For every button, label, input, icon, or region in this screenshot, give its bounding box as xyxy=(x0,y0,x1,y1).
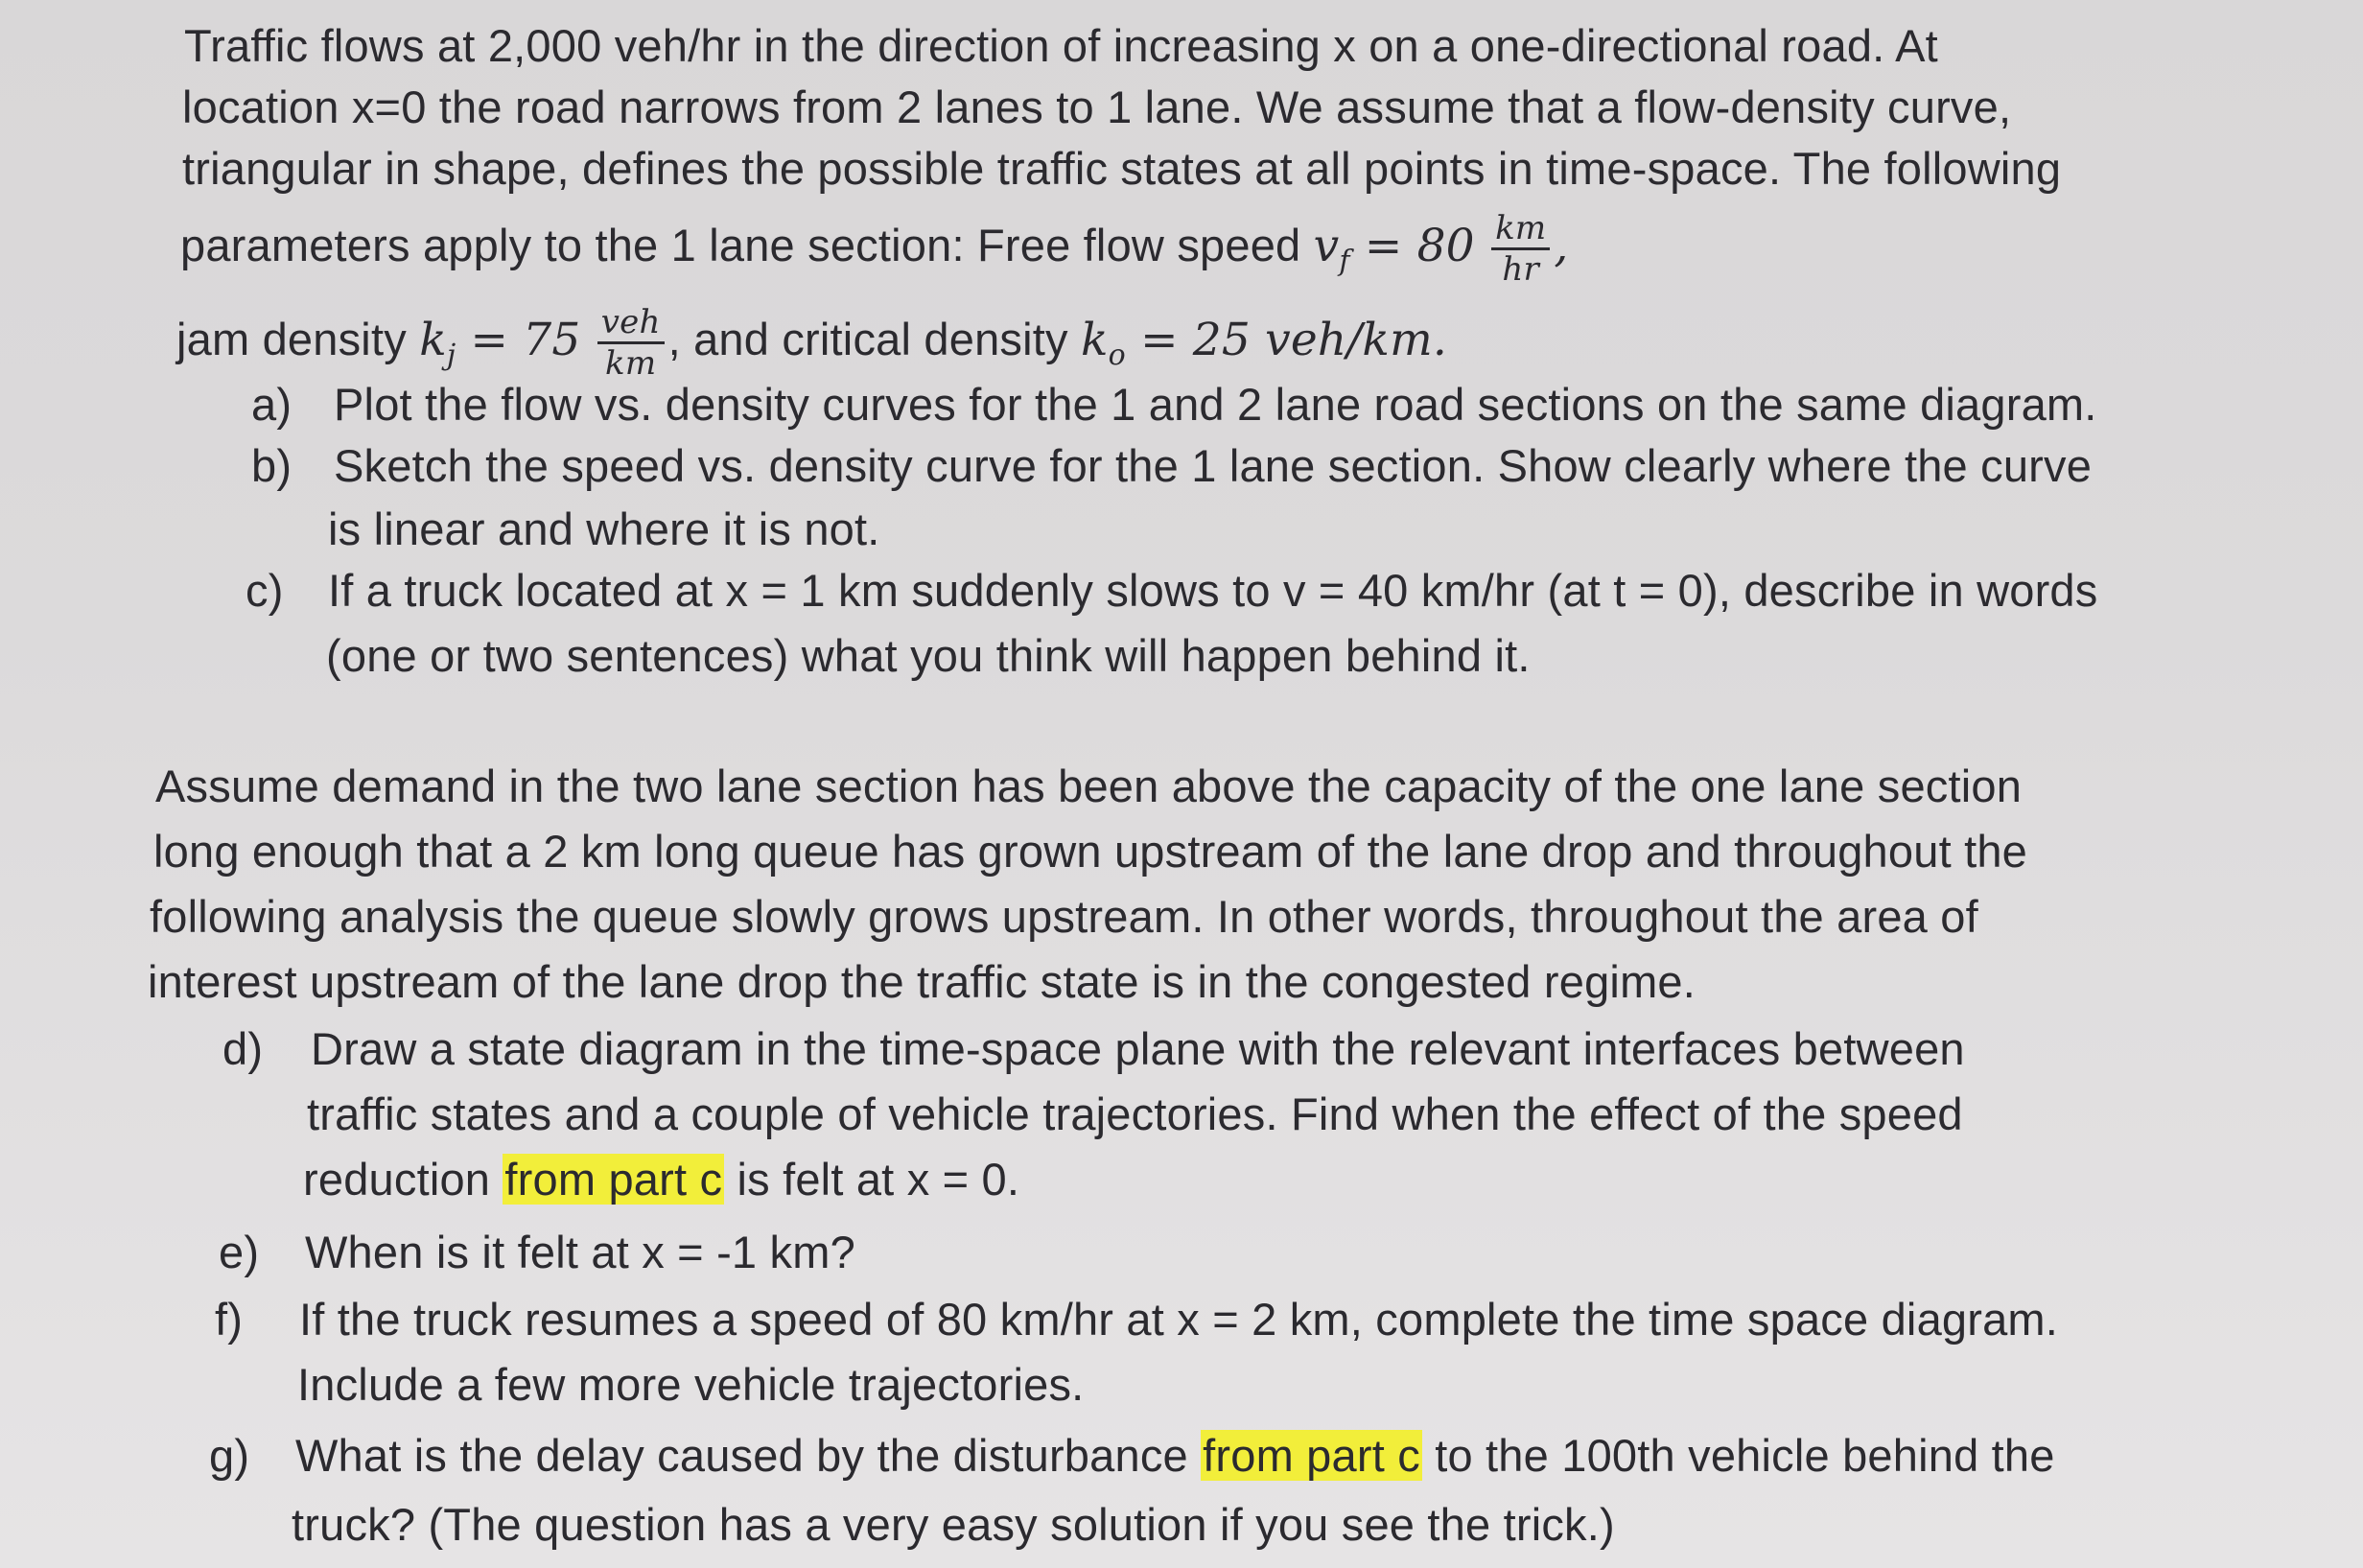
ko-subscript: o xyxy=(1108,338,1126,372)
ko-symbol: k xyxy=(1080,313,1109,366)
question-a xyxy=(251,376,2097,433)
vf-unit-numerator: km xyxy=(1491,209,1550,250)
question-f-line-1: If the truck resumes a speed of 80 km/hr at x = 2 km, complete the time space diagram. xyxy=(299,1294,2059,1345)
question-f xyxy=(215,1291,2058,1348)
question-g-line-2: truck? (The question has a very easy solution if you see the trick.) xyxy=(292,1499,1615,1550)
intro-line-5-text: jam density xyxy=(176,313,407,364)
kj-subscript: j xyxy=(446,338,456,372)
question-b-line-1: Sketch the speed vs. density curve for the 1 lane section. Show clearly where the curve xyxy=(334,440,2093,491)
question-f-line-2: Include a few more vehicle trajectories. xyxy=(297,1359,1085,1410)
kj-unit-numerator: veh xyxy=(597,303,665,344)
question-e-label: e) xyxy=(219,1227,260,1277)
question-c-line-2: (one or two sentences) what you think will happen behind it. xyxy=(326,630,1531,681)
question-d-line-3-pre: reduction xyxy=(303,1154,503,1205)
highlight-from-part-c-g: from part c xyxy=(1203,1430,1420,1481)
intro-line-4-text: parameters apply to the 1 lane section: Free flow speed xyxy=(180,219,1301,270)
question-d-label: d) xyxy=(222,1023,264,1074)
highlight-from-part-c-d: from part c xyxy=(504,1154,723,1205)
intro-line-5 xyxy=(176,303,1447,385)
question-a-label: a) xyxy=(251,379,292,430)
question-g xyxy=(209,1427,2055,1485)
question-b-label: b) xyxy=(251,440,292,491)
question-c xyxy=(246,562,2097,620)
kj-equals: = 75 xyxy=(456,313,581,366)
question-e-line-1: When is it felt at x = -1 km? xyxy=(305,1227,855,1277)
question-g-line-1-post: to the 100th vehicle behind the xyxy=(1421,1430,2055,1481)
question-a-line-1: Plot the flow vs. density curves for the 1 and 2 lane road sections on the same diagram. xyxy=(334,379,2097,430)
kj-unit-denominator: km xyxy=(605,344,657,383)
assumption-line-1: Assume demand in the two lane section has been above the capacity of the one lane section xyxy=(155,761,2023,811)
question-c-label: c) xyxy=(246,565,284,616)
vf-unit-denominator: hr xyxy=(1502,250,1539,289)
kj-unit-fraction xyxy=(597,303,665,383)
intro-line-5-mid: , and critical density xyxy=(667,313,1068,364)
ko-equals: = 25 veh/km. xyxy=(1125,313,1448,366)
question-b xyxy=(251,437,2092,495)
intro-line-1: Traffic flows at 2,000 veh/hr in the direction of increasing x on a one-directional road. At xyxy=(184,20,1938,71)
question-e xyxy=(219,1224,855,1281)
intro-line-3: triangular in shape, defines the possible traffic states at all points in time-space. The following xyxy=(182,143,2062,194)
question-f-label: f) xyxy=(215,1294,244,1345)
vf-comma: , xyxy=(1554,219,1569,272)
question-g-label: g) xyxy=(209,1430,250,1481)
vf-subscript: f xyxy=(1339,244,1350,278)
intro-line-2: location x=0 the road narrows from 2 lanes to 1 lane. We assume that a flow-density curve, xyxy=(182,82,2012,132)
question-d-line-3 xyxy=(303,1151,1019,1208)
intro-line-4 xyxy=(180,209,1568,291)
assumption-line-4: interest upstream of the lane drop the traffic state is in the congested regime. xyxy=(148,956,1696,1007)
kj-symbol: k xyxy=(419,313,447,366)
assumption-line-2: long enough that a 2 km long queue has grown upstream of the lane drop and throughout the xyxy=(153,826,2028,877)
vf-symbol: v xyxy=(1313,219,1340,272)
question-c-line-1: If a truck located at x = 1 km suddenly slows to v = 40 km/hr (at t = 0), describe in words xyxy=(328,565,2098,616)
question-b-line-2: is linear and where it is not. xyxy=(328,503,880,554)
question-d-line-3-post: is felt at x = 0. xyxy=(724,1154,1020,1205)
question-d-line-1: Draw a state diagram in the time-space plane with the relevant interfaces between xyxy=(311,1023,1965,1074)
vf-equals: = 80 xyxy=(1349,219,1475,272)
question-d-line-2: traffic states and a couple of vehicle trajectories. Find when the effect of the speed xyxy=(307,1088,1963,1139)
assumption-line-3: following analysis the queue slowly grows upstream. In other words, throughout the area of xyxy=(150,891,1978,942)
question-d xyxy=(222,1020,1965,1078)
question-g-line-1-pre: What is the delay caused by the disturbance xyxy=(295,1430,1202,1481)
vf-unit-fraction xyxy=(1491,209,1550,289)
